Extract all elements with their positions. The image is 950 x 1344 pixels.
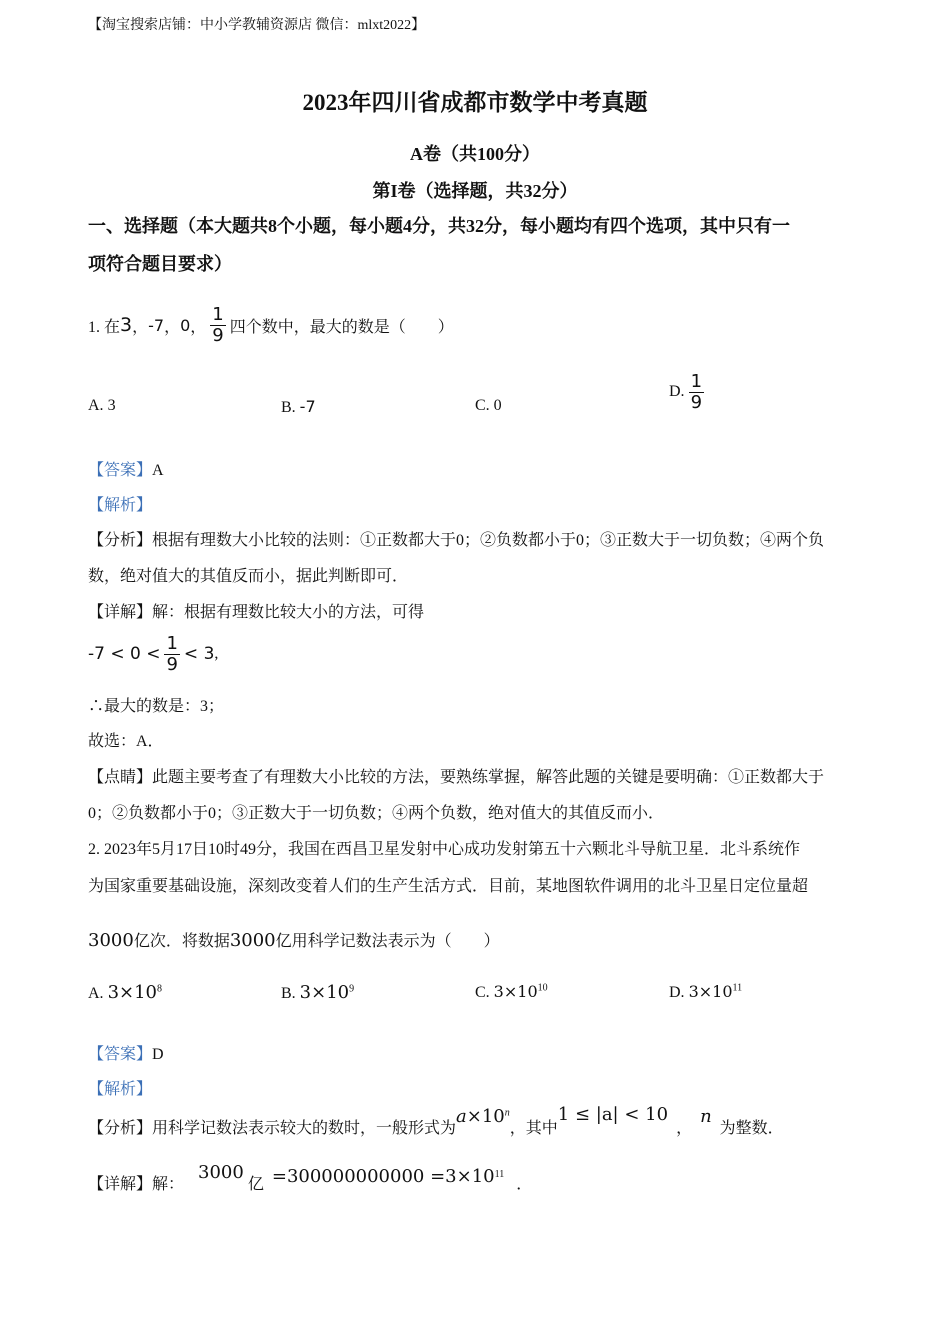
ineq-num: 1 xyxy=(166,632,178,654)
q1-answer xyxy=(88,457,164,480)
x-eq: =300000000000 =3×10 xyxy=(271,1165,495,1187)
q1-n2: -7 xyxy=(148,315,165,335)
q2-analysis-tag: 【解析】 xyxy=(88,1081,153,1098)
option-label: D. xyxy=(669,984,689,1001)
answer-tag: 【答案】 xyxy=(88,462,153,479)
option-exp: 8 xyxy=(157,983,163,995)
dianjing-text: 此题主要考查了有理数大小比较的方法，要熟练掌握，解答此题的关键是要明确：①正数都大于 xyxy=(152,769,825,786)
ineq-fraction xyxy=(164,634,179,675)
q1-fenxi-line2: 数，绝对值大的其值反而小，据此判断即可． xyxy=(88,568,409,585)
answer-value: A xyxy=(152,462,164,479)
ineq-den: 9 xyxy=(166,653,178,675)
section-heading-line2: 项符合题目要求） xyxy=(88,254,232,274)
option-label: B. xyxy=(281,985,300,1002)
xiangjie-tag: 【详解】 xyxy=(88,1175,153,1193)
xiangjie-text: 解： xyxy=(152,1175,185,1193)
option-base: 3×10 xyxy=(493,982,538,1001)
q2-num-a: 3000 xyxy=(88,930,134,951)
option-base: 3×10 xyxy=(299,982,350,1003)
q1-therefore: ∴最大的数是：3； xyxy=(88,698,225,715)
q1-n1: 3 xyxy=(120,314,133,336)
q1-dianjing-line2: 0；②负数都小于0；③正数大于一切负数；④两个负数，绝对值大的其值反而小． xyxy=(88,805,665,822)
x-num: 3000 xyxy=(198,1161,244,1183)
option-exp: 9 xyxy=(349,983,355,995)
option-label: B. xyxy=(281,399,300,416)
fenxi-tag: 【分析】 xyxy=(88,1119,153,1137)
fenxi-mid: ，其中 xyxy=(509,1119,558,1137)
form-exp: n xyxy=(504,1107,510,1119)
x-unit: 亿 xyxy=(247,1175,264,1193)
ineq-end: , xyxy=(214,645,219,662)
q1-suffix: 四个数中，最大的数是（ ） xyxy=(229,318,454,336)
fenxi-text: 用科学记数法表示较大的数时，一般形式为 xyxy=(152,1119,457,1137)
q2-text-b: 亿用科学记数法表示为（ ） xyxy=(275,933,500,950)
q1-analysis-tag: 【解析】 xyxy=(88,497,153,514)
q1-frac-num: 1 xyxy=(212,303,224,325)
q1-sep: ， xyxy=(164,318,181,336)
option-label: D. xyxy=(669,383,685,401)
option-value: 0 xyxy=(493,397,502,414)
fenxi-cond: 1 ≤ |a| < 10 xyxy=(557,1103,669,1125)
fenxi-tag: 【分析】 xyxy=(88,532,153,549)
option-label: C. xyxy=(475,984,494,1001)
option-value: 3 xyxy=(107,397,116,414)
q2-fenxi: 【分析】 用科学记数法表示较大的数时，一般形式为 $a\times 10^n$ ，其中 1 ≤ |a| < 10 ， n 为整数． xyxy=(88,1103,784,1137)
ineq-left: -7 < 0 < xyxy=(88,644,161,664)
frac-den: 9 xyxy=(690,391,703,413)
x-exp: 11 xyxy=(494,1168,505,1180)
q1-stem xyxy=(88,295,454,355)
q2-stem-line2: 为国家重要基础设施，深刻改变着人们的生产生活方式．目前，某地图软件调用的北斗卫星日定位量超 xyxy=(88,878,809,895)
q1-dianjing-line1 xyxy=(88,764,824,787)
q2-stem-line1: 2. 2023年5月17日10时49分，我国在西昌卫星发射中心成功发射第五十六颗北斗导航卫星．北斗系统作 xyxy=(88,841,801,858)
answer-value: D xyxy=(152,1046,164,1063)
xiangjie-text: 解：根据有理数比较大小的方法，可得 xyxy=(152,604,425,621)
q1-option-d xyxy=(669,372,708,413)
page-title: 2023年四川省成都市数学中考真题 xyxy=(302,90,648,115)
q2-text-a: 亿次．将数据 xyxy=(133,933,230,950)
option-fraction xyxy=(689,372,704,413)
q2-option-d xyxy=(669,982,742,1002)
header-note: 【淘宝搜索店铺：中小学教辅资源店 微信：mlxt2022】 xyxy=(88,18,426,33)
option-value: -7 xyxy=(299,397,316,416)
option-exp: 11 xyxy=(732,982,743,994)
form-times: ×10 xyxy=(466,1105,505,1127)
fenxi-end: 为整数． xyxy=(719,1119,784,1137)
q1-xiangjie xyxy=(88,599,424,622)
option-label: A. xyxy=(88,985,108,1002)
fenxi-n: n xyxy=(700,1105,712,1127)
option-base: 3×10 xyxy=(107,982,158,1003)
subtitle-part1: 第I卷（选择题，共32分） xyxy=(372,181,578,201)
q1-n3: 0 xyxy=(180,315,191,335)
dianjing-tag: 【点睛】 xyxy=(88,769,153,786)
q2-option-a xyxy=(88,982,162,1003)
q1-sep: ， xyxy=(132,318,149,336)
q2-option-c xyxy=(475,982,548,1002)
ineq-right: < 3 xyxy=(183,644,215,664)
subtitle-a: A卷（共100分） xyxy=(410,144,540,164)
xiangjie-tag: 【详解】 xyxy=(88,604,153,621)
q1-frac-den: 9 xyxy=(212,324,224,346)
q1-choose: 故选：A． xyxy=(88,733,164,750)
q2-stem-line3 xyxy=(88,928,500,951)
answer-tag: 【答案】 xyxy=(88,1046,153,1063)
q2-answer xyxy=(88,1041,164,1064)
option-base: 3×10 xyxy=(688,982,733,1001)
option-label: A. xyxy=(88,397,108,414)
q1-option-c xyxy=(475,397,502,415)
form-a: a xyxy=(456,1105,467,1127)
q1-fenxi-line1 xyxy=(88,527,824,550)
option-label: C. xyxy=(475,397,494,414)
q2-xiangjie xyxy=(88,1162,532,1202)
q1-fraction xyxy=(210,305,225,346)
q2-option-b xyxy=(281,982,354,1003)
x-end: ． xyxy=(516,1175,533,1193)
q1-inequality xyxy=(88,630,218,678)
option-exp: 10 xyxy=(537,982,548,994)
q1-option-a xyxy=(88,397,116,415)
q1-sep: ， xyxy=(190,318,207,336)
q1-option-b xyxy=(281,397,316,417)
q1-prefix: 1. 在 xyxy=(88,318,121,336)
q2-num-b: 3000 xyxy=(229,930,276,951)
frac-num: 1 xyxy=(690,371,703,392)
section-heading-line1: 一、选择题（本大题共8个小题，每小题4分，共32分，每小题均有四个选项，其中只有一 xyxy=(88,216,790,236)
fenxi-text: 根据有理数大小比较的法则：①正数都大于0；②负数都小于0；③正数大于一切负数；④两个负 xyxy=(152,532,825,549)
